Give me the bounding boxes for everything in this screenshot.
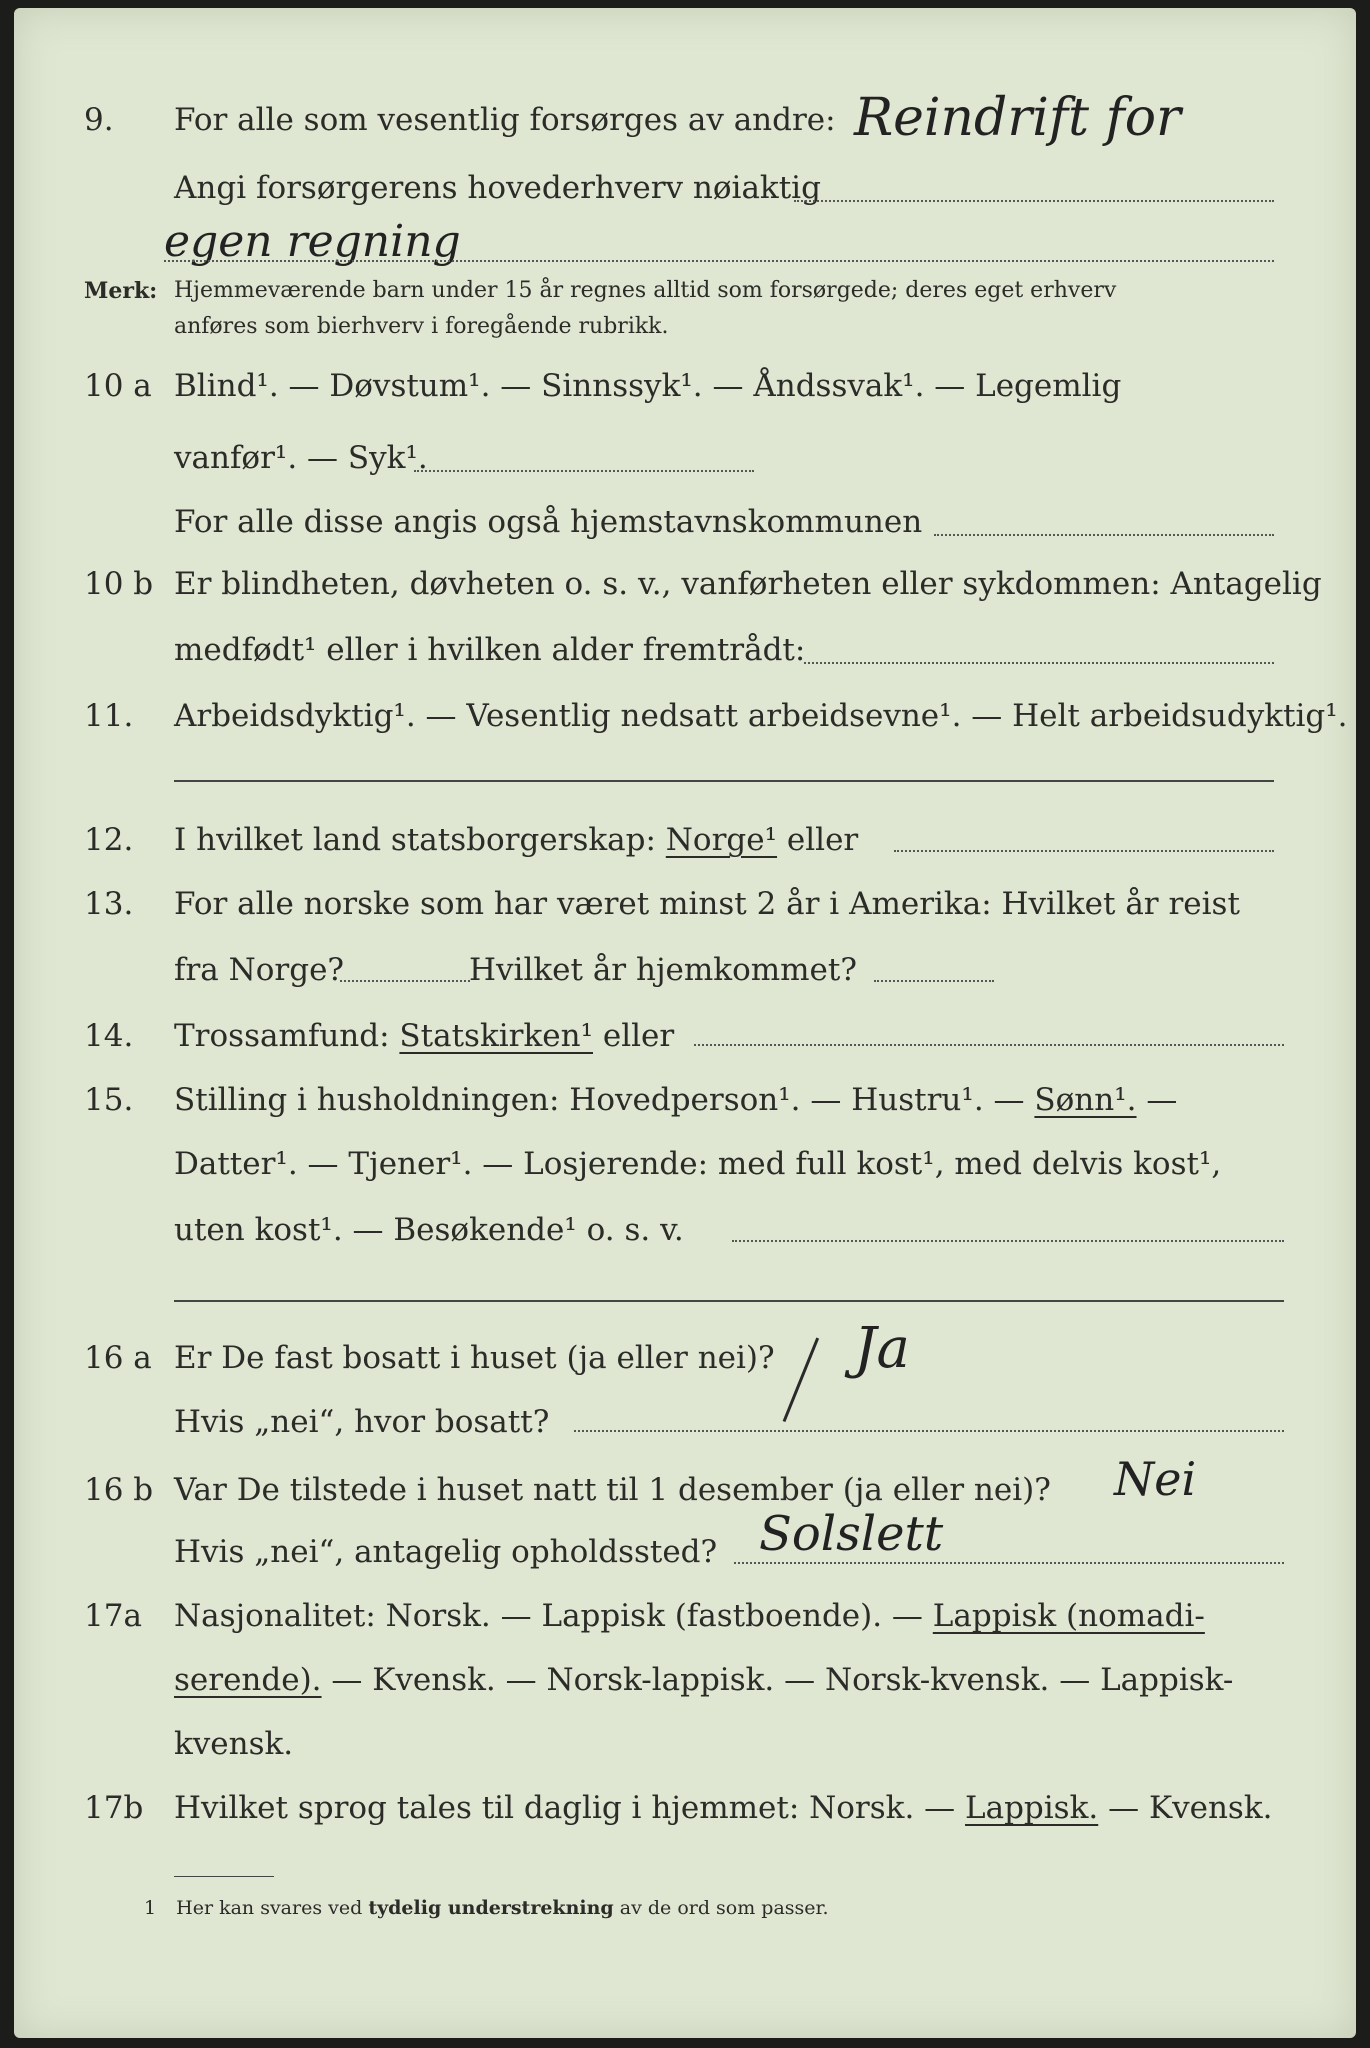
q13-line2a: fra Norge? — [174, 952, 345, 988]
q10a-line3: For alle disse angis også hjemstavnskommunen — [174, 504, 923, 540]
q9-number: 9. — [84, 102, 114, 138]
q15-line1a: Stilling i husholdningen: Hovedperson¹. — Hustru¹. — — [174, 1082, 1025, 1118]
q16b-handwritten-answer2: Solslett — [759, 1506, 944, 1562]
q12-answer-line — [894, 850, 1274, 852]
q17b-line1b: — Kvensk. — [1108, 1790, 1273, 1826]
q14-number: 14. — [84, 1018, 134, 1054]
q14-answer-line — [694, 1044, 1284, 1046]
q17b-number: 17b — [84, 1790, 144, 1826]
census-form-page — [14, 8, 1356, 2038]
q13-number: 13. — [84, 886, 134, 922]
q16a-answer-line — [574, 1430, 1284, 1432]
q15-line1b: — — [1146, 1082, 1178, 1118]
q10a-line1: Blind¹. — Døvstum¹. — Sinnssyk¹. — Åndssvak¹. — Legemlig — [174, 368, 1122, 404]
footnote-post: av de ord som passer. — [619, 1897, 829, 1919]
q10b-answer-line — [804, 662, 1274, 664]
q10a-line2: vanfør¹. — Syk¹. — [174, 440, 428, 476]
q15-number: 15. — [84, 1082, 134, 1118]
q9-handwritten-answer-a: Reindrift for — [854, 88, 1181, 148]
footnote-separator — [174, 1876, 274, 1877]
q17b-text — [174, 1788, 1272, 1828]
q14-post: eller — [602, 1018, 675, 1054]
q11-number: 11. — [84, 698, 134, 734]
footnote-row — [144, 1888, 1286, 1928]
q13-line1: For alle norske som har været minst 2 år i Amerika: Hvilket år reist — [174, 886, 1240, 922]
q10a-number: 10 a — [84, 368, 152, 404]
q17a-line3: kvensk. — [174, 1726, 294, 1762]
merk-line1: Hjemmeværende barn under 15 år regnes alltid som forsørgede; deres eget erhverv — [174, 278, 1117, 303]
q15-answer-line — [732, 1240, 1284, 1242]
q17a-number: 17a — [84, 1598, 142, 1634]
q12-number: 12. — [84, 822, 134, 858]
q15-line2: Datter¹. — Tjener¹. — Losjerende: med full kost¹, med delvis kost¹, — [174, 1146, 1222, 1182]
q17a-line2b: — Kvensk. — Norsk-lappisk. — Norsk-kvensk. — Lappisk- — [331, 1662, 1234, 1698]
q15-line3: uten kost¹. — Besøkende¹ o. s. v. — [174, 1212, 684, 1248]
q16a-handwritten-answer: Ja — [854, 1316, 910, 1381]
q17b-lappisk: Lappisk. — [965, 1790, 1099, 1826]
q9-answer-line1 — [794, 200, 1274, 202]
handwritten-stroke — [783, 1337, 819, 1422]
merk-label: Merk: — [84, 278, 158, 304]
q9-answer-line2 — [164, 260, 1274, 262]
q17a-line2a: serende). — [174, 1662, 322, 1698]
q13-year-reist-line — [340, 980, 470, 982]
q17b-line1a: Hvilket sprog tales til daglig i hjemmet: Norsk. — — [174, 1790, 956, 1826]
q12-text — [174, 820, 858, 860]
q10b-line2: medfødt¹ eller i hvilken alder fremtrådt: — [174, 632, 806, 668]
q9-text-line1: For alle som vesentlig forsørges av andre: — [174, 102, 836, 138]
q11-line1: Arbeidsdyktig¹. — Vesentlig nedsatt arbeidsevne¹. — Helt arbeidsudyktig¹. — [174, 698, 1348, 734]
q14-pre: Trossamfund: — [174, 1018, 390, 1054]
q16b-line2: Hvis „nei“, antagelig opholdssted? — [174, 1534, 718, 1570]
merk-line2: anføres som bierhverv i foregående rubrikk. — [174, 314, 669, 339]
q10a-hjemstavn-line — [934, 534, 1274, 536]
q12-post: eller — [786, 822, 859, 858]
q17a-lappisk: Lappisk (nomadi- — [932, 1598, 1205, 1634]
q9-handwritten-answer-b: egen regning — [164, 216, 461, 267]
q17a-line1a: Nasjonalitet: Norsk. — Lappisk (fastboende). — — [174, 1598, 923, 1634]
q16b-answer-line — [734, 1562, 1284, 1564]
q10a-answer-line — [414, 470, 754, 472]
q15-text — [174, 1080, 1177, 1120]
q14-text — [174, 1016, 674, 1056]
q13-line2b: Hvilket år hjemkommet? — [469, 952, 857, 988]
q15-sonn: Sønn¹. — [1034, 1082, 1137, 1118]
footnote-pre: Her kan svares ved — [176, 1897, 363, 1919]
q16b-line1: Var De tilstede i huset natt til 1 desember (ja eller nei)? — [174, 1472, 1051, 1508]
q16a-line2: Hvis „nei“, hvor bosatt? — [174, 1404, 550, 1440]
q16a-number: 16 a — [84, 1340, 152, 1376]
q14-statskirken: Statskirken¹ — [399, 1018, 593, 1054]
q10b-line1: Er blindheten, døvheten o. s. v., vanførheten eller sykdommen: Antagelig — [174, 566, 1322, 602]
q16a-line1: Er De fast bosatt i huset (ja eller nei)? — [174, 1340, 775, 1376]
q17a-text2 — [174, 1660, 1233, 1700]
q9-text-line2: Angi forsørgerens hovederhverv nøiaktig — [174, 170, 821, 206]
q16b-handwritten-answer1: Nei — [1114, 1452, 1197, 1506]
q17a-text — [174, 1596, 1205, 1636]
q12-pre: I hvilket land statsborgerskap: — [174, 822, 656, 858]
q16b-number: 16 b — [84, 1472, 154, 1508]
q15-rule — [174, 1300, 1284, 1302]
footnote-mark: 1 — [144, 1897, 157, 1919]
q13-year-hjem-line — [874, 980, 994, 982]
q10b-number: 10 b — [84, 566, 154, 602]
footnote-bold: tydelig understrekning — [368, 1897, 614, 1919]
q11-rule — [174, 780, 1274, 782]
q12-norge: Norge¹ — [665, 822, 778, 858]
